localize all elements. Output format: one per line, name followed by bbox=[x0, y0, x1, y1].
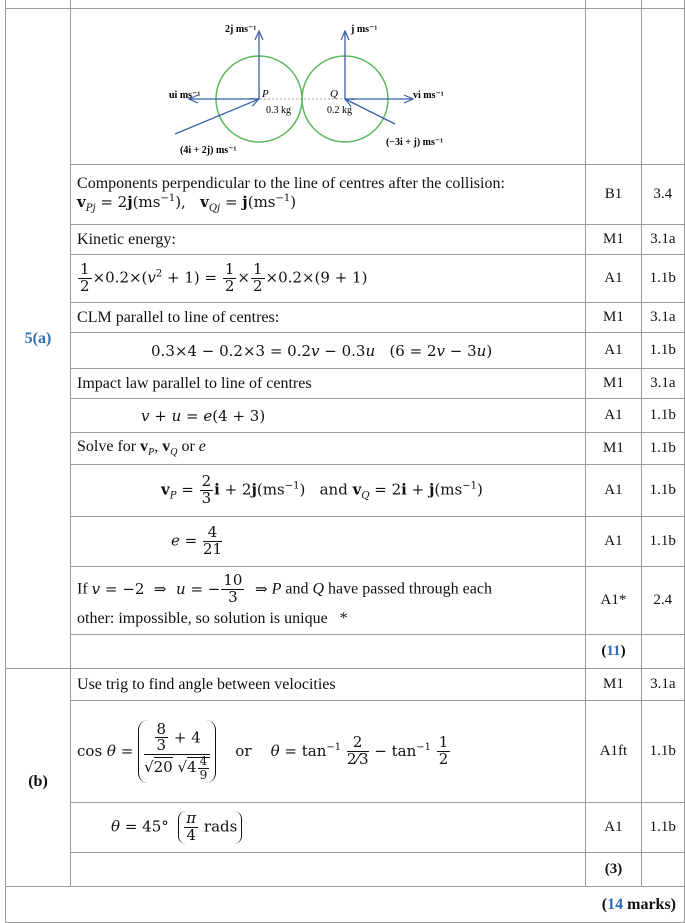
ao: 3.1a bbox=[641, 669, 684, 701]
mark: A1 bbox=[586, 803, 641, 853]
mark: M1 bbox=[586, 303, 641, 333]
row-solve-text: Solve for $v_P$, $v_Q$ or e bbox=[71, 433, 586, 465]
mark: A1 bbox=[586, 465, 641, 517]
mark: M1 bbox=[586, 433, 641, 465]
mark: A1 bbox=[586, 399, 641, 433]
row-ke-eq: $\frac{1}{2}$ $\times 0.2\times(v^2 + 1)$ = $\frac{1}{2}$ × $\frac{1}{2}$ ×0.2×(9 + 1) bbox=[71, 255, 586, 303]
total-marks: (14 marks) bbox=[6, 887, 685, 923]
mass-p: 0.3 kg bbox=[266, 105, 292, 116]
subtotal-b: (3) bbox=[586, 853, 641, 887]
subtotal-a: (11) bbox=[586, 635, 641, 669]
label-q-up: j ms⁻¹ bbox=[351, 24, 378, 35]
ao: 1.1b bbox=[641, 517, 684, 567]
eq-components: $v_{Pj} = 2j(ms^{-1})$, $v_{Qj} = j(ms^{-1})$ bbox=[77, 193, 297, 214]
row-trig-text: Use trig to find angle between velocities bbox=[71, 669, 586, 701]
label-p-up: 2j ms⁻¹ bbox=[225, 24, 257, 35]
ao: 3.1a bbox=[641, 303, 684, 333]
row-cos-eq: cos θ = $\frac{8}{3}$ + 4 √20 √4 $\frac{4}{9}$ or $\theta = \tan^{-1}$ $\frac{2}{2⁄3}$ − $\tan^{-1}$ $\frac{1}{2}$ bbox=[71, 701, 586, 803]
mark: M1 bbox=[586, 369, 641, 399]
mark-scheme-table bbox=[5, 0, 685, 923]
row-ke-text: Kinetic energy: bbox=[71, 225, 586, 255]
mark: A1ft bbox=[586, 701, 641, 803]
mark: A1 bbox=[586, 333, 641, 369]
mark: A1 bbox=[586, 517, 641, 567]
mark: M1 bbox=[586, 669, 641, 701]
collision-diagram-svg bbox=[77, 9, 529, 159]
row-components: Components perpendicular to the line of centres after the collision: $v_{Pj} = 2j(ms^{-1})$, $v_{Qj} = j(ms^{-1})$ bbox=[71, 165, 586, 225]
label-q-right: vi ms⁻¹ bbox=[413, 90, 444, 101]
mark: M1 bbox=[586, 225, 641, 255]
label-p-left: ui ms⁻¹ bbox=[169, 90, 201, 101]
ao: 3.1a bbox=[641, 369, 684, 399]
label-p: P bbox=[262, 88, 269, 100]
ao: 2.4 bbox=[641, 567, 684, 635]
ao: 3.1a bbox=[641, 225, 684, 255]
label-q-in: (−3i + j) ms⁻¹ bbox=[386, 137, 444, 148]
ao: 1.1b bbox=[641, 803, 684, 853]
collision-diagram bbox=[71, 9, 586, 165]
row-impact-eq: v + u = e(4 + 3) bbox=[71, 399, 586, 433]
row-clm-eq: 0.3×4 − 0.2×3 = 0.2v − 0.3u (6 = 2v − 3u) bbox=[71, 333, 586, 369]
ao: 1.1b bbox=[641, 465, 684, 517]
mass-q: 0.2 kg bbox=[327, 105, 353, 116]
ao: 1.1b bbox=[641, 333, 684, 369]
question-number: 5(a) bbox=[6, 9, 71, 669]
ao: 1.1b bbox=[641, 433, 684, 465]
row-e-eq: e = $\frac{4}{21}$ bbox=[71, 517, 586, 567]
ao: 1.1b bbox=[641, 701, 684, 803]
ao: 1.1b bbox=[641, 255, 684, 303]
row-impact-text: Impact law parallel to line of centres bbox=[71, 369, 586, 399]
row-theta-eq: θ = 45° $\frac{\pi}{4}$ rads bbox=[71, 803, 586, 853]
mark: A1 bbox=[586, 255, 641, 303]
row-unique: If v = −2 ⇒ u = − $\frac{10}{3}$ ⇒ P and Q have passed through each other: impossible, so solution is unique * bbox=[71, 567, 586, 635]
label-q: Q bbox=[330, 88, 338, 100]
mark: A1* bbox=[586, 567, 641, 635]
row-clm-text: CLM parallel to line of centres: bbox=[71, 303, 586, 333]
ao: 1.1b bbox=[641, 399, 684, 433]
part-b-number: (b) bbox=[6, 669, 71, 887]
ao-3-4: 3.4 bbox=[641, 165, 684, 225]
label-p-in: (4i + 2j) ms⁻¹ bbox=[180, 145, 237, 156]
row-velocities-eq: $v_P$ = $\frac{2}{3}$ $i + 2j(ms^{-1})$ and $v_Q = 2i + j(ms^{-1})$ bbox=[71, 465, 586, 517]
mark-b1: B1 bbox=[586, 165, 641, 225]
